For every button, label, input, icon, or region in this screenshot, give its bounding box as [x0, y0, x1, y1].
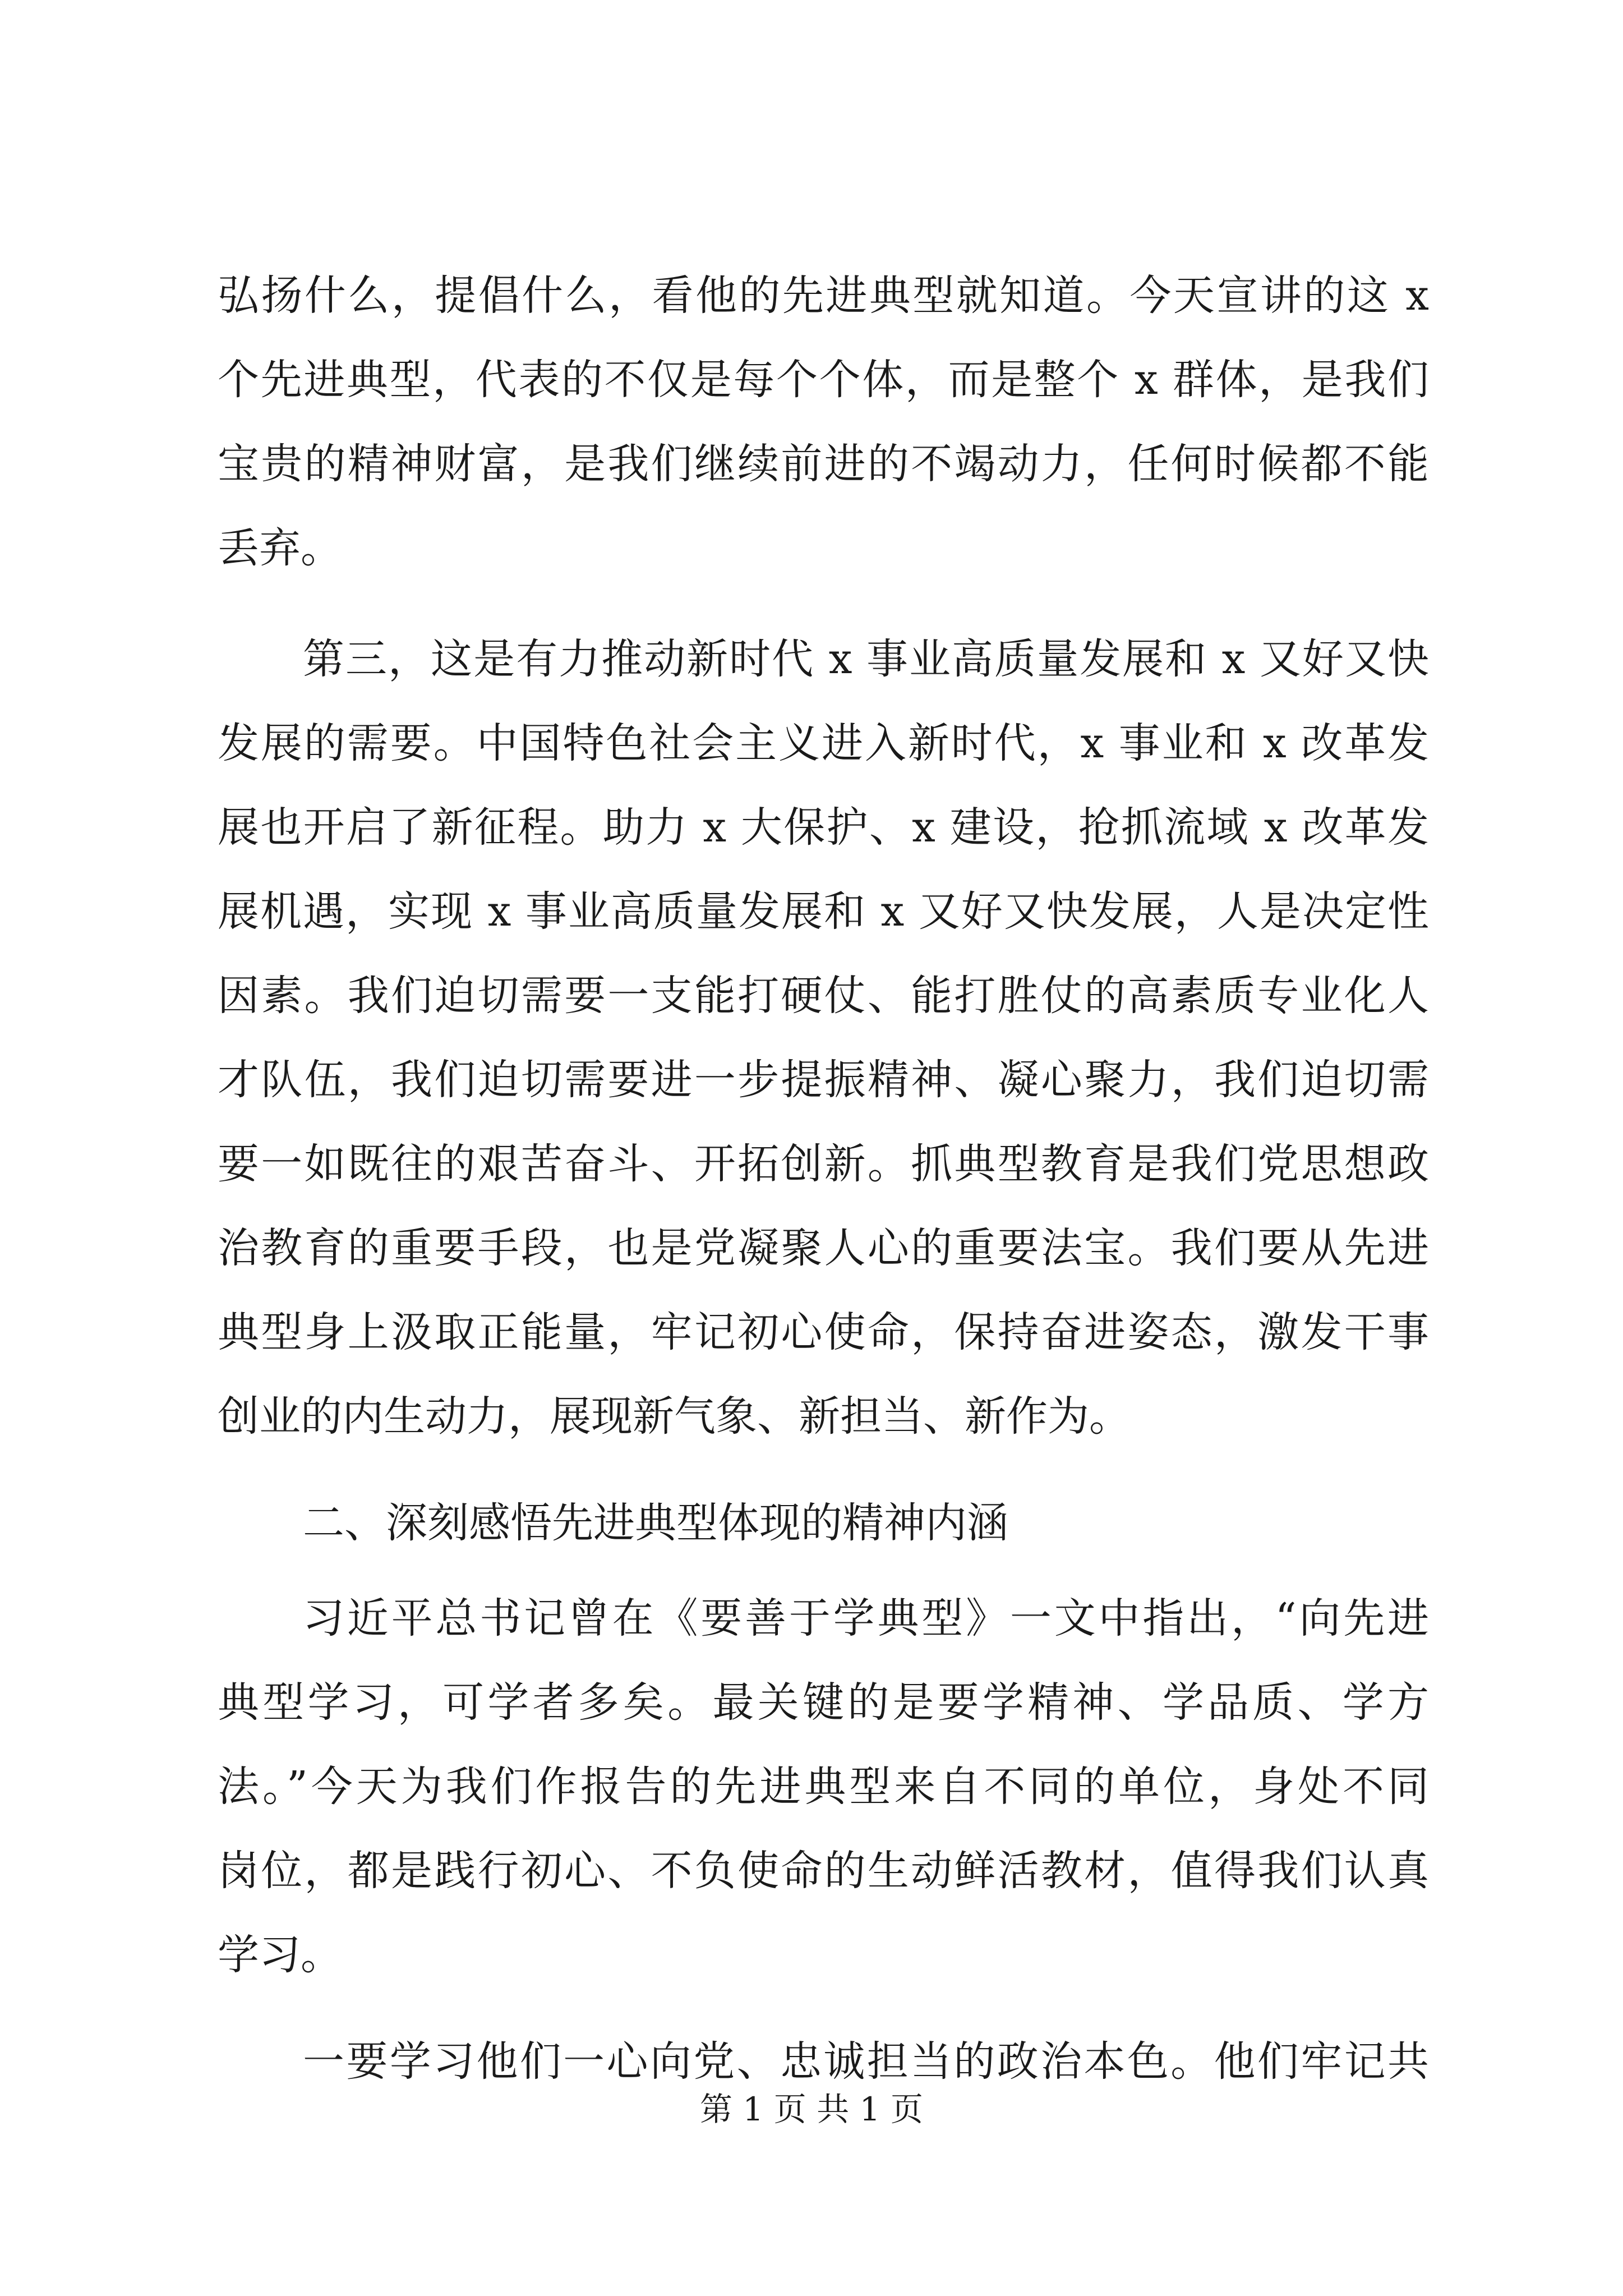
text-line: 法。”今天为我们作报告的先进典型来自不同的单位，身处不同 — [218, 1763, 1429, 1811]
text-line: 学习。 — [218, 1931, 342, 1979]
paragraph-start-line: 习近平总书记曾在《要善于学典型》一文中指出，“向先进 — [303, 1594, 1429, 1642]
text-line: 岗位，都是践行初心、不负使命的生动鲜活教材，值得我们认真 — [218, 1847, 1429, 1895]
text-line: 创业的内生动力，展现新气象、新担当、新作为。 — [218, 1392, 1131, 1441]
text-line: 个先进典型，代表的不仅是每个个体，而是整个 x 群体，是我们 — [218, 356, 1429, 404]
text-line: 丢弃。 — [218, 524, 342, 572]
text-line: 典型学习，可学者多矣。最关键的是要学精神、学品质、学方 — [218, 1678, 1429, 1727]
text-line: 因素。我们迫切需要一支能打硬仗、能打胜仗的高素质专业化人 — [218, 972, 1429, 1020]
text-line: 展也开启了新征程。助力 x 大保护、x 建设，抢抓流域 x 改革发 — [218, 803, 1429, 852]
text-line: 宝贵的精神财富，是我们继续前进的不竭动力，任何时候都不能 — [218, 440, 1429, 488]
text-line: 弘扬什么，提倡什么，看他的先进典型就知道。今天宣讲的这 x — [218, 272, 1429, 320]
section-heading: 二、深刻感悟先进典型体现的精神内涵 — [303, 1499, 1008, 1547]
text-line: 才队伍，我们迫切需要进一步提振精神、凝心聚力，我们迫切需 — [218, 1056, 1429, 1104]
text-line: 典型身上汲取正能量，牢记初心使命，保持奋进姿态，激发干事 — [218, 1308, 1429, 1356]
text-line: 治教育的重要手段，也是党凝聚人心的重要法宝。我们要从先进 — [218, 1224, 1429, 1272]
page-number-footer: 第 1 页 共 1 页 — [700, 2090, 923, 2128]
text-line: 展机遇，实现 x 事业高质量发展和 x 又好又快发展，人是决定性 — [218, 887, 1429, 936]
text-line: 发展的需要。中国特色社会主义进入新时代，x 事业和 x 改革发 — [218, 719, 1429, 767]
text-line: 要一如既往的艰苦奋斗、开拓创新。抓典型教育是我们党思想政 — [218, 1140, 1429, 1188]
paragraph-start-line: 第三，这是有力推动新时代 x 事业高质量发展和 x 又好又快 — [303, 635, 1429, 683]
paragraph-start-line: 一要学习他们一心向党、忠诚担当的政治本色。他们牢记共 — [303, 2037, 1429, 2086]
